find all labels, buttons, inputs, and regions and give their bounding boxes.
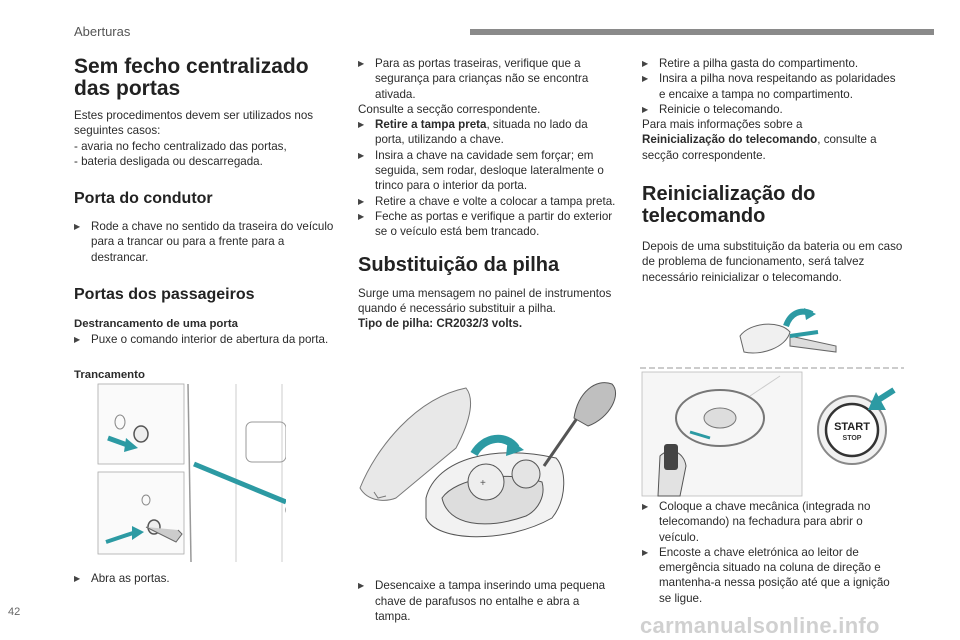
battery-text: Surge uma mensagem no painel de instrumentos quando é necessário substituir a pilha. — [358, 286, 612, 315]
unclip-cover-step: ▶ Desencaixe a tampa inserindo uma pequena chave de parafusos no entalhe e abra a tampa. — [358, 578, 608, 624]
replace-cover-step: ▶ Retire a chave e volte a colocar a tampa preta. — [358, 194, 620, 209]
remote-battery-illustration — [356, 378, 620, 550]
mechanical-key-step: ▶ Coloque a chave mecânica (integrada no telecomando) na fechadura para abrir o veículo. — [642, 499, 904, 545]
driver-door-heading: Porta do condutor — [74, 190, 213, 208]
reinit-text: Depois de uma substituição da bateria ou em caso de problema de funcionamento, será talvez necessário reinicializar o telecomando. — [642, 240, 903, 284]
lock-step: ▶ Abra as portas. — [74, 571, 274, 586]
insert-key-step: ▶ Insira a chave na cavidade sem forçar; em seguida, sem rodar, desloque lateralmente o trinco para o interior da porta. — [358, 148, 620, 194]
driver-step: ▶ Rode a chave no sentido da traseira do veículo para a trancar ou para a frente para a destrancar. — [74, 219, 342, 265]
case-item: - bateria desligada ou descarregada. — [74, 154, 263, 168]
lock-heading: Trancamento — [74, 368, 145, 381]
page-number: 42 — [8, 606, 21, 618]
svg-text:+: + — [480, 478, 486, 489]
right-column-bottom — [642, 499, 904, 606]
key-reinit-illustration — [640, 306, 904, 498]
stop-button-label: STOP — [842, 435, 862, 442]
unlock-step: ▶ Puxe o comando interior de abertura da porta. — [74, 332, 342, 347]
passenger-doors-heading: Portas dos passageiros — [74, 286, 255, 304]
remove-cover-rest: , situada no lado da porta, utilizando a chave. — [375, 118, 588, 147]
close-doors-step: ▶ Feche as portas e verifique a partir do exterior se o veículo está bem trancado. — [358, 209, 620, 240]
case-item: - avaria no fecho centralizado das portas, — [74, 139, 287, 153]
restart-remote-step: ▶ Reinicie o telecomando. — [642, 102, 904, 117]
unlock-heading: Destrancamento de uma porta — [74, 318, 238, 331]
middle-column — [358, 56, 620, 331]
watermark: carmanualsonline.info — [640, 613, 880, 638]
remove-cover-bold: Retire a tampa preta — [375, 118, 487, 132]
remove-cover-step — [358, 117, 620, 148]
remove-battery-step: ▶ Retire a pilha gasta do compartimento. — [642, 56, 904, 71]
rear-doors-step: ▶ Para as portas traseiras, verifique que a segurança para crianças não se encontra ativada. — [358, 56, 620, 102]
battery-heading: Substituição da pilha — [358, 253, 560, 276]
door-lock-illustration — [96, 382, 286, 567]
reinit-reference-bold: Reinicialização do telecomando — [642, 133, 818, 147]
battery-type: Tipo de pilha: CR2032/3 volts. — [358, 317, 523, 331]
reinit-heading: Reinicialização do telecomando — [642, 183, 816, 228]
section-title: Aberturas — [74, 24, 131, 39]
see-section-text: Consulte a secção correspondente. — [358, 102, 541, 116]
right-column — [642, 56, 904, 285]
start-button-label: START — [834, 421, 870, 433]
insert-battery-step: ▶ Insira a pilha nova respeitando as polaridades e encaixe a tampa no compartimento. — [642, 71, 904, 102]
reinit-reference-rest: , consulte a secção correspondente. — [642, 133, 877, 162]
header-bar — [470, 29, 934, 35]
intro-text: Estes procedimentos devem ser utilizados nos seguintes casos: — [74, 109, 314, 138]
more-info-text: Para mais informações sobre a — [642, 118, 803, 132]
page-title: Sem fecho centralizado das portas — [74, 55, 309, 100]
reinit-reference — [642, 132, 904, 163]
emergency-reader-step: ▶ Encoste a chave eletrónica ao leitor de emergência situado na coluna de direção e mantenha-a nessa posição até que a ignição se ligue. — [642, 545, 904, 606]
left-column — [74, 56, 342, 383]
